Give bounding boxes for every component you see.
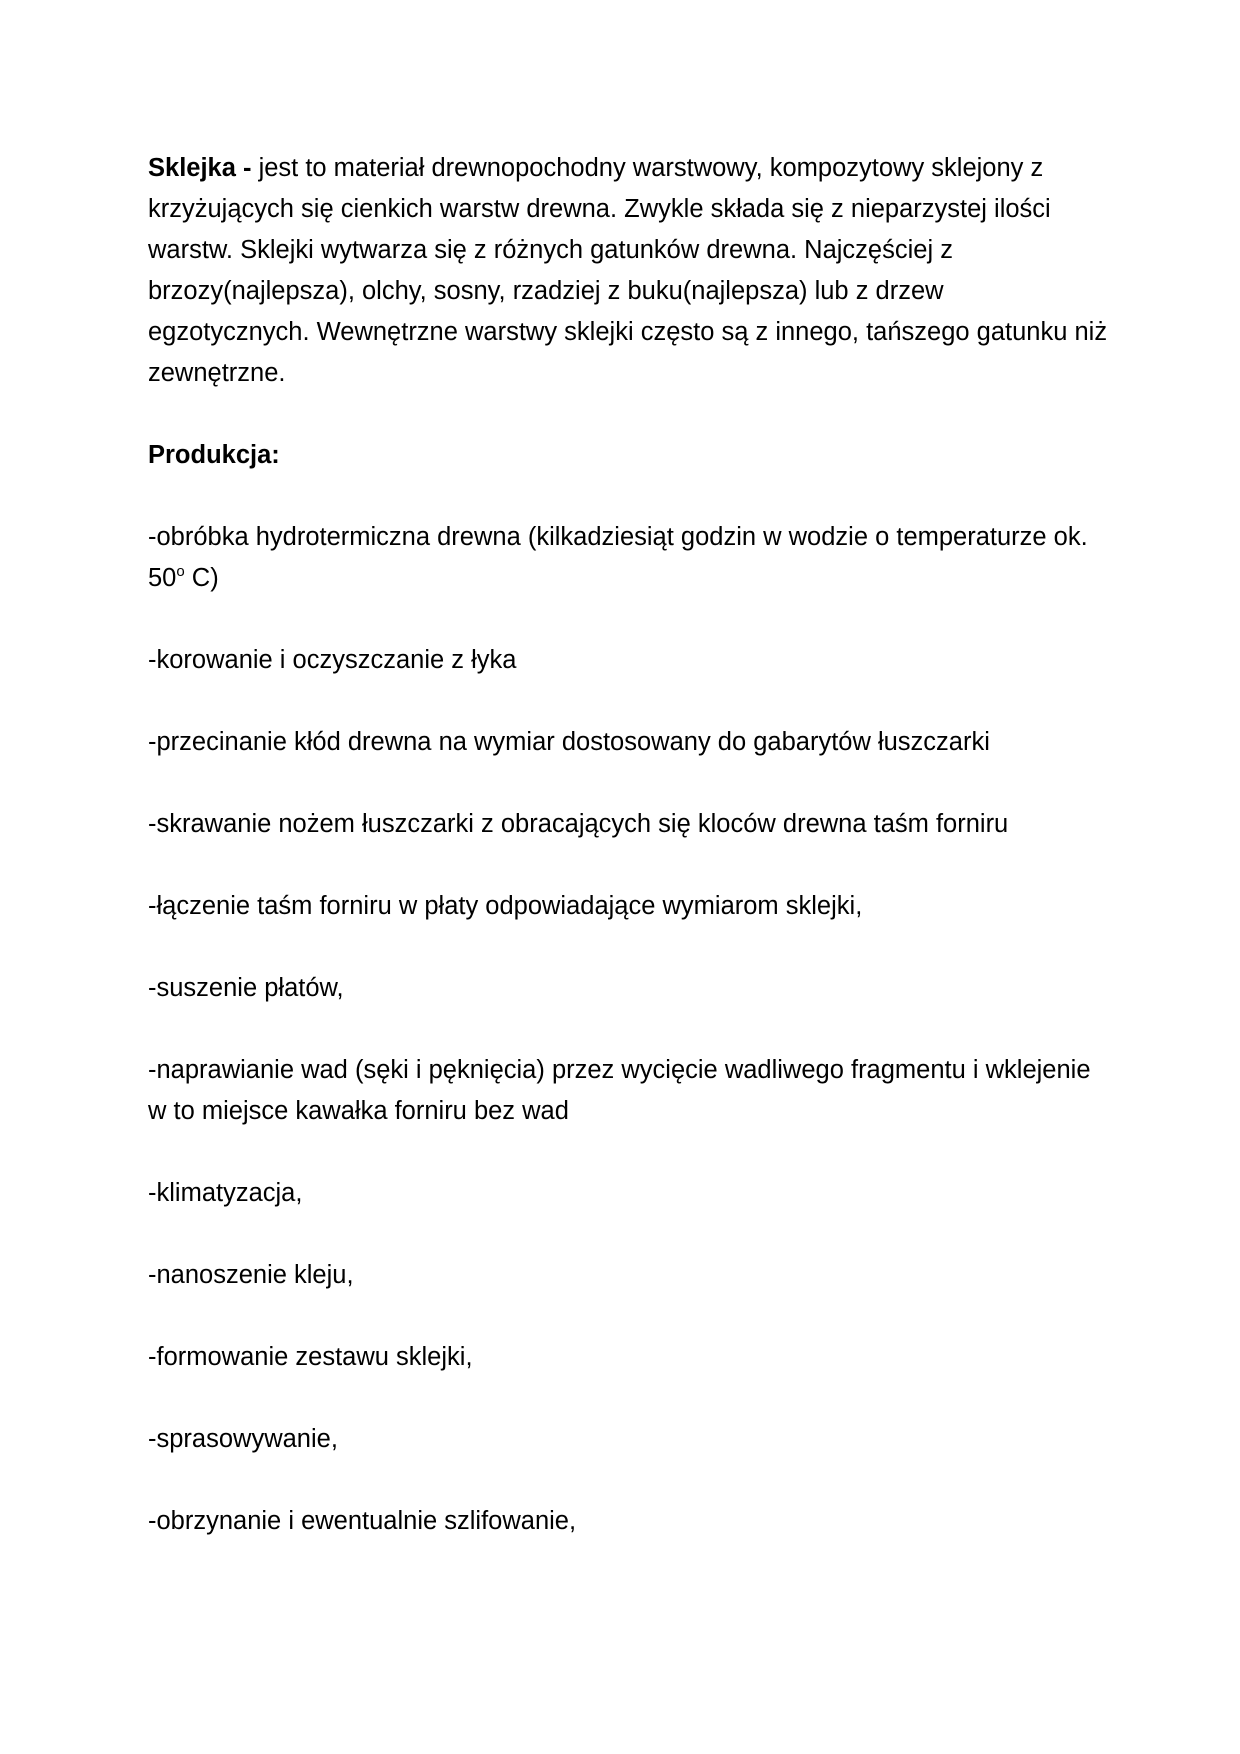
step-text: C) xyxy=(184,564,219,592)
document-page xyxy=(148,148,1108,1583)
step-item: -naprawianie wad (sęki i pęknięcia) przez wycięcie wadliwego fragmentu i wklejenie w to miejsce kawałka forniru bez wad xyxy=(148,1056,1091,1125)
definition-text: jest to materiał drewnopochodny warstwowy, kompozytowy sklejony z krzyżujących się cienkich warstw drewna. Zwykle składa się z nieparzystej ilości warstw. Sklejki wytwarza się z różnych gatunków drewna. Najczęściej z brzozy(najlepsza), olchy, sosny, rzadziej z buku(najlepsza) lub z drzew egzotycznych. Wewnętrzne warstwy sklejki często są z innego, tańszego gatunku niż zewnętrzne. xyxy=(148,154,1108,387)
step-item: -sprasowywanie, xyxy=(148,1425,338,1453)
step-item: -skrawanie nożem łuszczarki z obracających się kloców drewna taśm forniru xyxy=(148,810,1009,838)
step-item: -suszenie płatów, xyxy=(148,974,344,1002)
intro-paragraph xyxy=(148,148,1108,394)
step-item: -formowanie zestawu sklejki, xyxy=(148,1343,473,1371)
step-item: -łączenie taśm forniru w płaty odpowiadające wymiarom sklejki, xyxy=(148,892,863,920)
step-item: -przecinanie kłód drewna na wymiar dostosowany do gabarytów łuszczarki xyxy=(148,728,990,756)
degree-mark: o xyxy=(176,563,185,580)
section-heading-produkcja: Produkcja: xyxy=(148,441,280,469)
step-text: -obróbka hydrotermiczna drewna (kilkadziesiąt godzin w wodzie o temperaturze ok. 50 xyxy=(148,523,1088,592)
step-item: -korowanie i oczyszczanie z łyka xyxy=(148,646,517,674)
step-item: -klimatyzacja, xyxy=(148,1179,303,1207)
term-sklejka: Sklejka - xyxy=(148,154,252,182)
step-item: -nanoszenie kleju, xyxy=(148,1261,354,1289)
production-steps-list xyxy=(148,517,1108,1542)
step-item: -obrzynanie i ewentualnie szlifowanie, xyxy=(148,1507,577,1535)
step-item xyxy=(148,517,1108,599)
